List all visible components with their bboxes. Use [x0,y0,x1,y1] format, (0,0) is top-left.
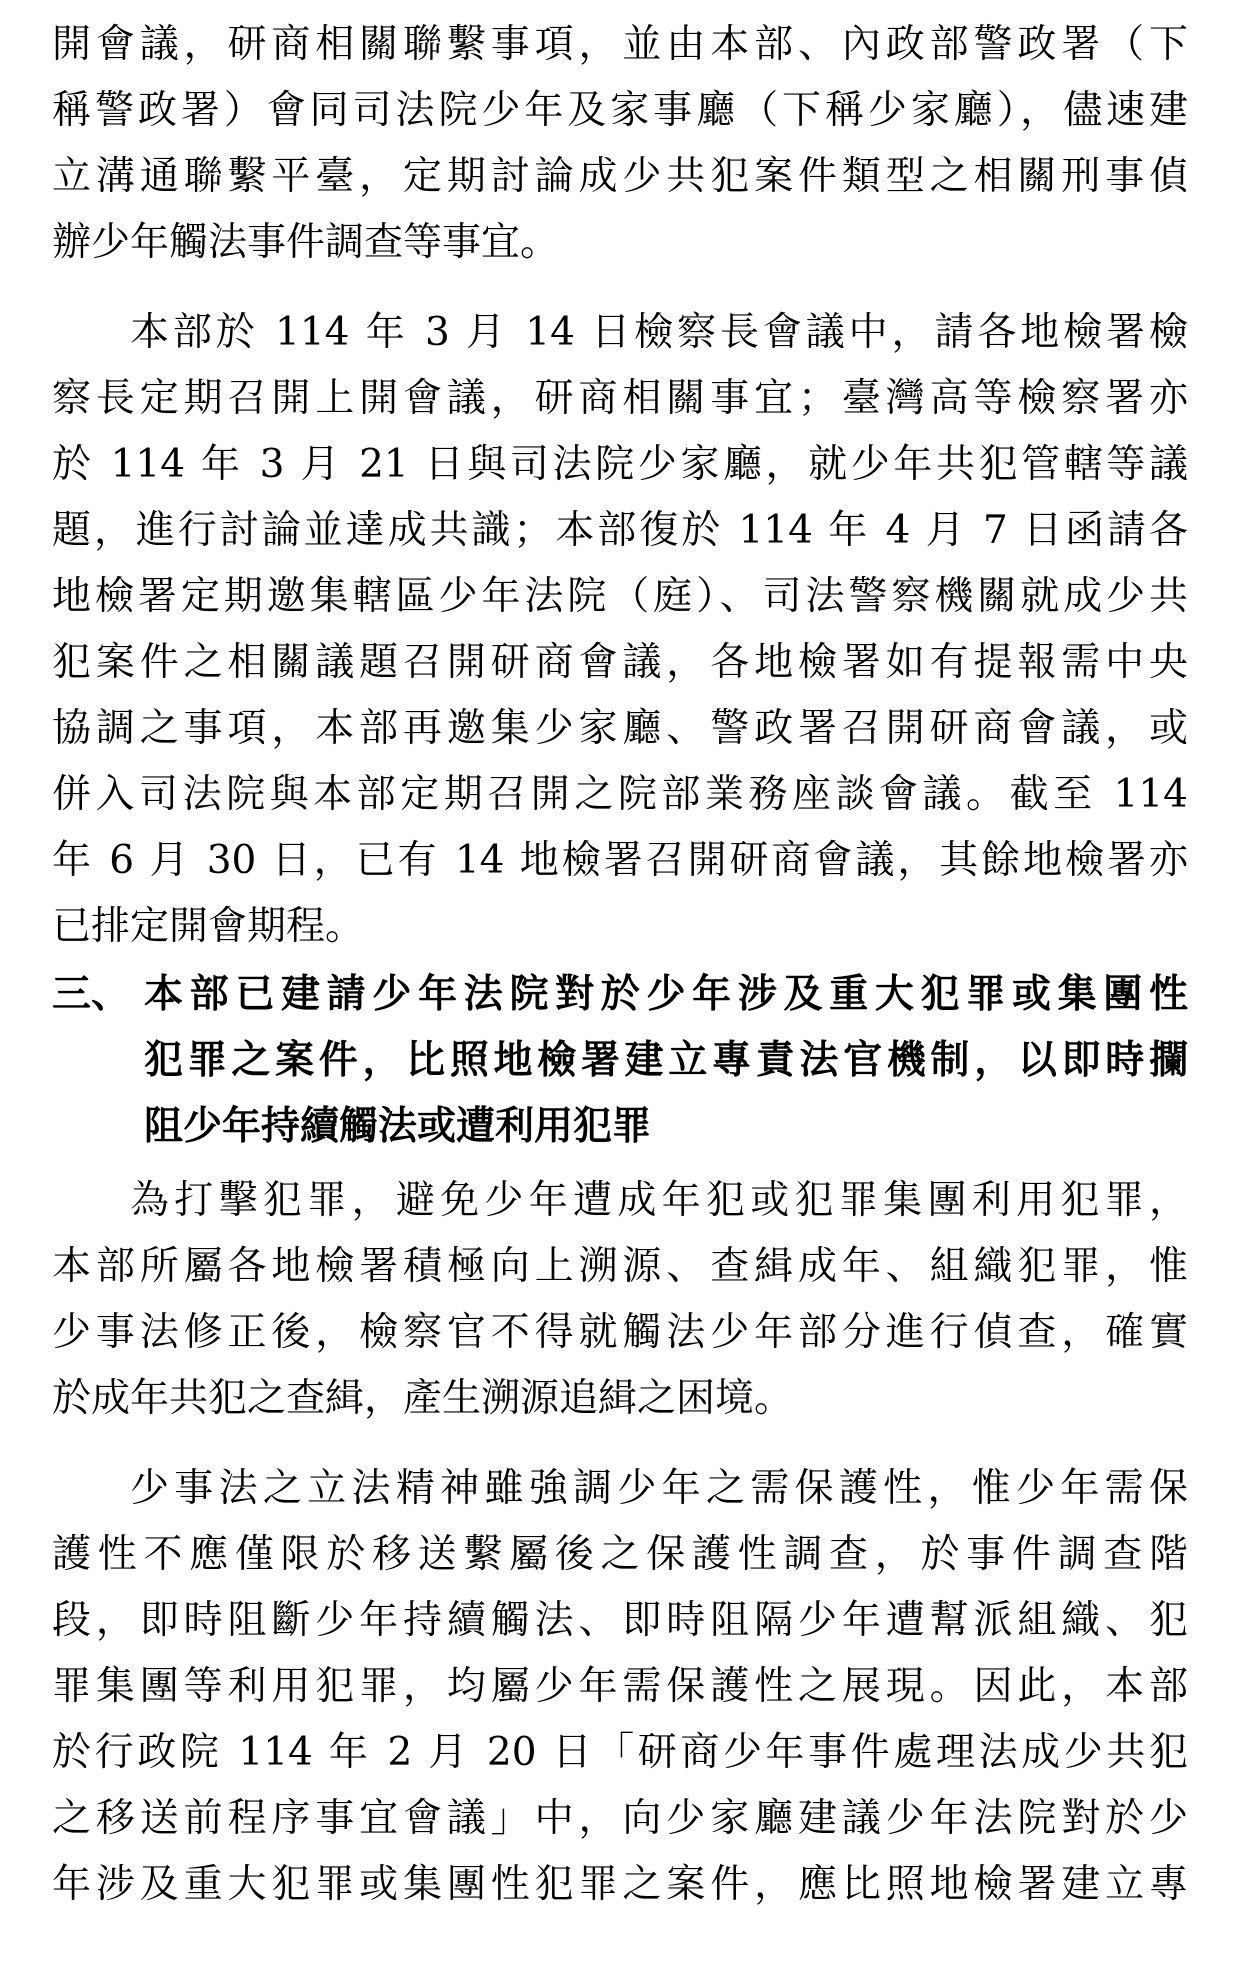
text-line: 協調之事項，本部再邀集少家廳、警政署召開研商會議，或 [52,706,1188,751]
heading-line: 犯罪之案件，比照地檢署建立專責法官機制，以即時攔 [144,1038,1188,1083]
text-line: 立溝通聯繫平臺，定期討論成少共犯案件類型之相關刑事偵 [52,154,1188,199]
text-line: 少事法修正後，檢察官不得就觸法少年部分進行偵查，確實 [52,1310,1188,1355]
text-line: 年 6 月 30 日，已有 14 地檢署召開研商會議，其餘地檢署亦 [52,838,1188,883]
section-heading-text [144,962,1188,1160]
text-line: 開會議，研商相關聯繫事項，並由本部、內政部警政署（下 [52,22,1188,67]
text-line: 段，即時阻斷少年持續觸法、即時阻隔少年遭幫派組織、犯 [52,1598,1188,1643]
text-line: 本部所屬各地檢署積極向上溯源、查緝成年、組織犯罪，惟 [52,1244,1188,1289]
text-line: 辦少年觸法事件調查等事宜。 [52,220,560,265]
text-line: 年涉及重大犯罪或集團性犯罪之案件，應比照地檢署建立專 [52,1862,1188,1907]
text-line: 題，進行討論並達成共識；本部復於 114 年 4 月 7 日函請各 [52,508,1188,553]
paragraph-continuation [52,12,1188,276]
text-line: 護性不應僅限於移送繫屬後之保護性調查，於事件調查階 [52,1532,1188,1577]
text-line: 併入司法院與本部定期召開之院部業務座談會議。截至 114 [52,772,1188,817]
paragraph-meetings [52,300,1188,960]
text-line: 於成年共犯之查緝，產生溯源追緝之困境。 [52,1376,794,1421]
text-line: 少事法之立法精神雖強調少年之需保護性，惟少年需保 [130,1466,1188,1511]
heading-line: 阻少年持續觸法或遭利用犯罪 [144,1104,652,1149]
text-line: 地檢署定期邀集轄區少年法院（庭）、司法警察機關就成少共 [52,574,1188,619]
text-line: 察長定期召開上開會議，研商相關事宜；臺灣高等檢察署亦 [52,376,1188,421]
text-line: 罪集團等利用犯罪，均屬少年需保護性之展現。因此，本部 [52,1664,1188,1709]
text-line: 稱警政署）會同司法院少年及家事廳（下稱少家廳），儘速建 [52,88,1188,133]
paragraph-crime-fighting [52,1168,1188,1432]
text-line: 為打擊犯罪，避免少年遭成年犯或犯罪集團利用犯罪， [130,1178,1188,1223]
text-line: 犯案件之相關議題召開研商會議，各地檢署如有提報需中央 [52,640,1188,685]
section-number: 三、 [52,972,131,1017]
heading-line: 本部已建請少年法院對於少年涉及重大犯罪或集團性 [144,972,1188,1017]
text-line: 已排定開會期程。 [52,904,365,949]
paragraph-legislative-spirit [52,1456,1188,1918]
text-line: 之移送前程序事宜會議」中，向少家廳建議少年法院對於少 [52,1796,1188,1841]
text-line: 於行政院 114 年 2 月 20 日「研商少年事件處理法成少共犯 [52,1730,1188,1775]
text-line: 於 114 年 3 月 21 日與司法院少家廳，就少年共犯管轄等議 [52,442,1188,487]
text-line: 本部於 114 年 3 月 14 日檢察長會議中，請各地檢署檢 [130,310,1188,355]
